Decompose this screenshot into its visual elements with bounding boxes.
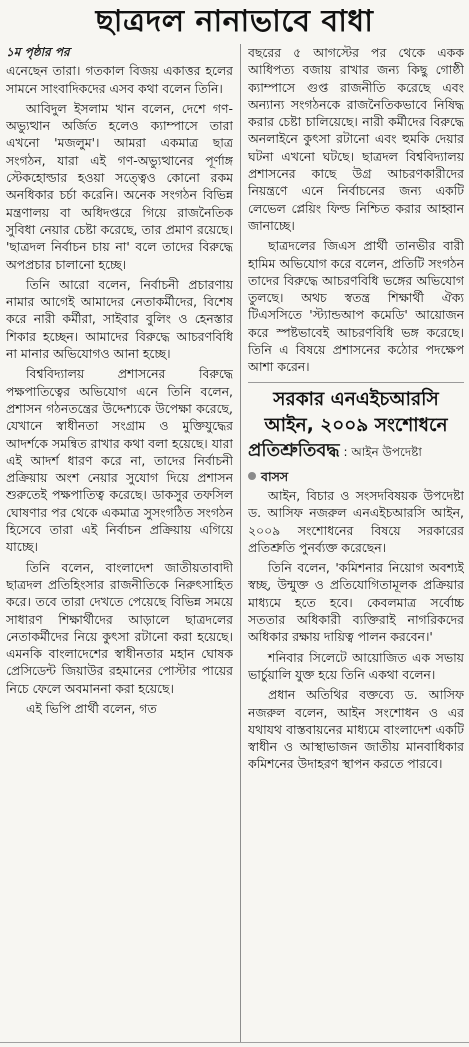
continued-from-label: ১ম পৃষ্ঠার পর <box>6 45 70 59</box>
paragraph: শনিবার সিলেটে আয়োজিত এক সভায় ভার্চুয়ালি যুক্ত হয়ে তিনি একথা বলেন। <box>248 649 464 682</box>
paragraph: তিনি আরো বলেন, নির্বাচনী প্রচারণায় নামার আগেই আমাদের নেতাকর্মীদের, বিশেষ করে নারী কর্মীরা, সাইবার বুলিং ও হেনস্তার শিকার হচ্ছেন। আমাদের বিরুদ্ধে আচরণবিধি না মানার অভিযোগও আনা হচ্ছে। <box>6 276 233 362</box>
paragraph: বিশ্ববিদ্যালয় প্রশাসনের বিরুদ্ধে পক্ষপাতিত্বের অভিযোগ এনে তিনি বলেন, প্রশাসন গঠনতন্ত্রের উদ্দেশ্যকে উপেক্ষা করেছে, যেখানে স্বাধীনতা সংগ্রাম ও মুক্তিযুদ্ধের আদর্শকে সমন্বিত রাখার কথা বলা হয়েছে। যারা এই আদর্শ ধারণ করে না, তাদের নির্বাচনী প্রক্রিয়ায় অংশ নেয়ার সুযোগ দিয়ে প্রশাসন শুরুতেই পক্ষপাতিত্ব করেছে। ডাকসুর তফসিল ঘোষণার পর থেকে একমাত্র সুসংগঠিত সংগঠন হিসেবে তারা এই নির্বাচন প্রক্রিয়ায় এগিয়ে যাচ্ছে। <box>6 366 233 555</box>
dateline-source: বাসস <box>261 468 289 484</box>
paragraph: বছরের ৫ আগস্টের পর থেকে একক আধিপত্য বজায় রাখার জন্য কিছু গোষ্ঠী ক্যাম্পাসে গুপ্ত রাজনীতি করেছে এবং অন্যান্য সংগঠনকে রাজনৈতিকভাবে নিষিদ্ধ করার চেষ্টা চালিয়েছে। নারী কর্মীদের বিরুদ্ধে অনলাইনে কুৎসা রটানো এবং হুমকি দেয়ার ঘটনা এখনো ঘটছে। ছাত্রদল বিশ্ববিদ্যালয় প্রশাসনের কাছে উগ্র আচরণকারীদের নিয়ন্ত্রণে এনে নির্বাচনের জন্য একটি লেভেল প্লেয়িং ফিল্ড নিশ্চিত করার আহ্বান জানাচ্ছে। <box>248 45 464 233</box>
paragraph: আইন, বিচার ও সংসদবিষয়ক উপদেষ্টা ড. আসিফ নজরুল এনএইচআরসি আইন, ২০০৯ সংশোধনের বিষয়ে সরকারের প্রতিশ্রুতি পুনর্ব্যক্ত করেছেন। <box>248 487 464 555</box>
dateline <box>248 468 464 485</box>
sub-headline-line-2: আইন, ২০০৯ সংশোধনে <box>264 414 448 436</box>
paragraph: প্রধান অতিথির বক্তব্যে ড. আসিফ নজরুল বলেন, আইন সংশোধন ও এর যথাযথ বাস্তবায়নের মাধ্যমে বাংলাদেশ একটি স্বাধীন ও আস্থাভাজন জাতীয় মানবাধিকার কমিশনের উদাহরণ স্থাপন করতে পারবে। <box>248 687 464 772</box>
paragraph: আবিদুল ইসলাম খান বলেন, দেশে গণ-অভ্যুত্থান অর্জিত হলেও ক্যাম্পাসে তারা এখনো 'মজলুম'। আমরা একমাত্র ছাত্র সংগঠন, যারা এই গণ-অভ্যুত্থানের পূর্ণাঙ্গ স্টেকহোল্ডার হওয়া সত্ত্বেও কোনো রকম অনধিকার চর্চা করেনি। অনেক সংগঠন বিভিন্ন মন্ত্রণালয় বা অধিদপ্তরে গিয়ে রাজনৈতিক সুবিধা নেয়ার চেষ্টা করেছে, তার প্রমাণ রয়েছে। 'ছাত্রদল নির্বাচন চায় না' বলে তাদের বিরুদ্ধে অপপ্রচার চালানো হচ্ছে। <box>6 100 233 272</box>
sub-article-headline <box>248 382 464 464</box>
paragraph: এনেছেন তারা। গতকাল বিজয় একাত্তর হলের সামনে সাংবাদিকদের এসব কথা বলেন তিনি। <box>6 63 233 96</box>
column-divider <box>240 44 241 1042</box>
left-column <box>6 44 233 1047</box>
sub-headline-line-1: সরকার এনএইচআরসি <box>273 388 439 410</box>
paragraph: তিনি বলেন, 'কমিশনার নিয়োগ অবশ্যই স্বচ্ছ, উন্মুক্ত ও প্রতিযোগিতামূলক প্রক্রিয়ার মাধ্যমে হতে হবে। কেবলমাত্র সর্বোচ্চ সততার অধিকারী ব্যক্তিরাই নাগরিকদের অধিকার রক্ষায় দায়িত্ব পালন করবেন।' <box>248 560 464 645</box>
sub-headline-bold: প্রতিশ্রুতিবদ্ধ <box>248 439 340 461</box>
footer-rule <box>0 1042 469 1043</box>
sub-headline-attribution: : আইন উপদেষ্টা <box>339 444 422 459</box>
right-column <box>248 44 464 1047</box>
headline: ছাত্রদল নানাভাবে বাধা <box>95 3 374 39</box>
sub-headline-line-3 <box>248 439 464 464</box>
paragraph: ছাত্রদলের জিএস প্রার্থী তানভীর বারী হামিম অভিযোগ করে বলেন, প্রতিটি সংগঠন তাদের বিরুদ্ধে আচরণবিধি ভঙ্গের অভিযোগ তুলছে। অথচ স্বতন্ত্র শিক্ষার্থী ঐক্য টিএসসিতে 'স্ট্যান্ডআপ কমেডি' আয়োজন করে স্পষ্টভাবেই আচরণবিধি ভঙ্গ করেছে। তিনি এ বিষয়ে প্রশাসনের কঠোর পদক্ষেপ আশা করেন। <box>248 238 464 375</box>
paragraph: তিনি বলেন, বাংলাদেশ জাতীয়তাবাদী ছাত্রদল প্রতিহিংসার রাজনীতিকে নিরুৎসাহিত করে। তবে তারা দেখতে পেয়েছে বিভিন্ন সময়ে সাধারণ শিক্ষার্থীদের আড়ালে ছাত্রদলের নেতাকর্মীদের নিয়ে কুৎসা রটানো করা হয়েছে। এমনকি বাংলাদেশের স্বাধীনতার মহান ঘোষক প্রেসিডেন্ট জিয়াউর রহমানের পোস্টার পায়ের নিচে ফেলে অবমাননা করা হয়েছে। <box>6 559 233 696</box>
bullet-icon <box>248 472 256 480</box>
paragraph: এই ভিপি প্রার্থী বলেন, গত <box>26 700 157 716</box>
